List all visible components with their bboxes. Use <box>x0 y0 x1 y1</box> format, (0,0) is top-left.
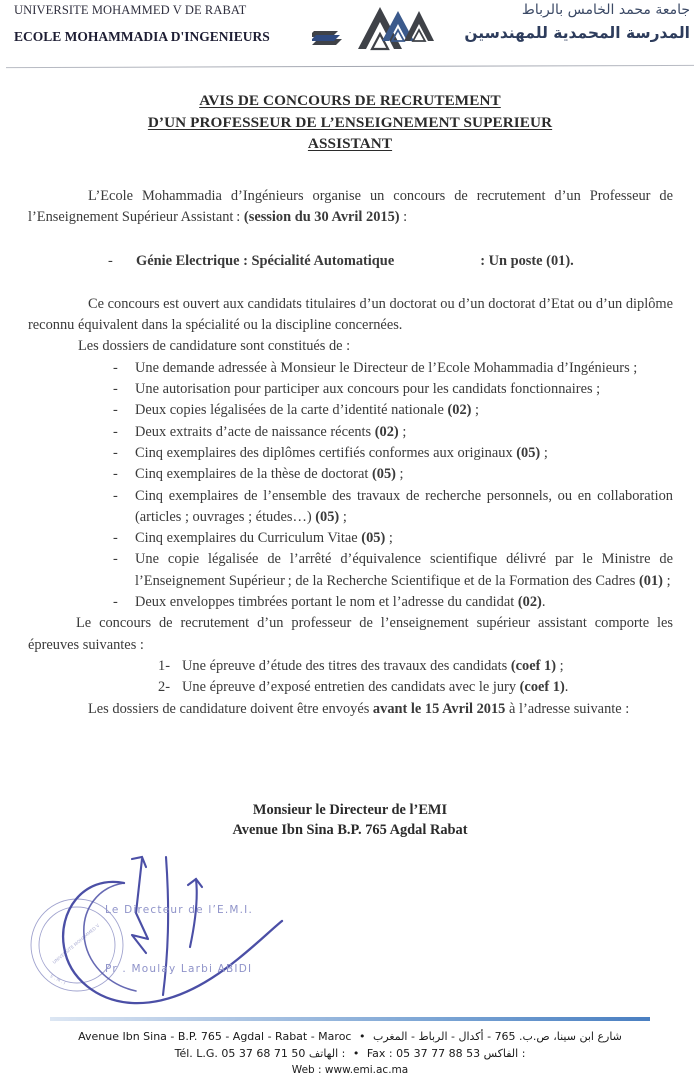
school-name-arabic: المدرسة المحمدية للمهندسين <box>464 24 690 42</box>
dossier-list-item <box>110 592 673 613</box>
emi-triangles-logo <box>312 1 440 59</box>
session-bold: (session du 30 Avril 2015) <box>243 209 400 226</box>
svg-text:UNIVERSITE MOHAMMED V: UNIVERSITE MOHAMMED V <box>52 923 101 966</box>
address-line-2: Avenue Ibn Sina B.P. 765 Agdal Rabat <box>232 822 468 838</box>
footer-sep-1: • <box>358 1030 366 1043</box>
dossier-list-item <box>110 443 673 464</box>
dossier-list-item-count: (05) <box>315 508 340 525</box>
dossier-list <box>28 358 673 614</box>
dossier-list-item <box>110 358 673 379</box>
dossier-list-item-suffix: ; <box>471 402 480 419</box>
title-line-3: ASSISTANT <box>307 135 393 152</box>
dossier-list-item-suffix: ; <box>398 423 407 440</box>
epreuve-list-item-count: (coef 1) <box>519 679 565 696</box>
dossier-list-item-text: Une copie légalisée de l’arrêté d’équivalence scientifique délivré par le Ministre de l’Enseignement Supérieur ; de la Recherche Scientifique et de la Formation des Cadres <box>135 551 673 589</box>
dossier-list-item-text: Deux enveloppes timbrées portant le nom et l’adresse du candidat <box>135 594 518 611</box>
dossier-list-item-count: (05) <box>371 466 396 483</box>
dossier-list-item <box>110 464 673 485</box>
university-name: UNIVERSITE MOHAMMED V DE RABAT <box>14 3 247 17</box>
dossier-list-item-count: (05) <box>361 530 386 547</box>
footer-fax-ar-label: الفاكس : <box>483 1047 526 1060</box>
footer-tel-ar-label: الهاتف : <box>308 1047 346 1060</box>
epreuves-paragraph: Le concours de recrutement d’un professeur de l’enseignement supérieur assistant comporte les épreuves suivantes : <box>28 615 673 653</box>
title-line-1: AVIS DE CONCOURS DE RECRUTEMENT <box>199 92 501 109</box>
dossier-list-item <box>110 528 673 549</box>
dossier-list-item-suffix: ; <box>540 444 548 461</box>
epreuve-list-item <box>158 656 673 677</box>
signature-title: Le Directeur de l’E.M.I. <box>105 904 253 916</box>
header-divider <box>6 65 694 68</box>
footer-tel: Tél. L.G. 05 37 68 71 50 <box>174 1047 306 1060</box>
address-line-1: Monsieur le Directeur de l’EMI <box>252 802 448 818</box>
title-line-2: D’UN PROFESSEUR DE L’ENSEIGNEMENT SUPERIEUR <box>147 113 553 131</box>
epreuves-list <box>28 656 673 699</box>
dossier-list-item-text: Une autorisation pour participer aux concours pour les candidats fonctionnaires ; <box>135 381 601 398</box>
epreuve-list-item-suffix: ; <box>556 657 564 674</box>
dossier-list-item-text: Cinq exemplaires de la thèse de doctorat <box>135 466 372 483</box>
header-french-block <box>14 3 314 45</box>
dossier-list-item <box>110 379 673 400</box>
header-arabic-block <box>464 2 690 42</box>
footer-contact-line <box>0 1045 700 1062</box>
eligibility-paragraph: Ce concours est ouvert aux candidats titulaires d’un doctorat ou d’un doctorat d’Etat ou d’un diplôme reconnu équivalent dans la spécialité ou la discipline concernées. <box>28 295 673 334</box>
dossier-list-item-count: (02) <box>517 594 542 611</box>
dossier-list-item-suffix: ; <box>395 466 404 483</box>
poste-line <box>28 251 673 272</box>
dossier-list-item-text: Une demande adressée à Monsieur le Directeur de l’Ecole Mohammadia d’Ingénieurs ; <box>135 359 638 376</box>
footer-address-fr: Avenue Ibn Sina - B.P. 765 - Agdal - Rabat - Maroc <box>78 1030 352 1043</box>
intro-text-end: : <box>399 209 408 226</box>
epreuve-list-item-count: (coef 1) <box>510 657 557 674</box>
footer-website: Web : www.emi.ac.ma <box>291 1064 409 1076</box>
dossier-list-item-text: Deux copies légalisées de la carte d’identité nationale <box>135 402 448 419</box>
deadline-bold: avant le 15 Avril 2015 <box>372 700 506 717</box>
epreuve-list-item-text: Une épreuve d’étude des titres des travaux des candidats <box>182 657 511 674</box>
poste-dash: - <box>108 252 113 269</box>
deadline-paragraph <box>28 699 673 720</box>
dossier-list-item <box>110 400 673 421</box>
dossier-lead-in: Les dossiers de candidature sont constitués de : <box>78 338 351 355</box>
school-name: ECOLE MOHAMMADIA D'INGENIEURS <box>14 29 270 44</box>
page-title <box>0 90 700 155</box>
dossier-list-item <box>110 486 673 529</box>
poste-count-label: : Un poste (01). <box>480 252 574 269</box>
dossier-list-item-count: (02) <box>374 423 399 440</box>
dossier-list-item-suffix: ; <box>385 530 393 547</box>
deadline-text-a: Les dossiers de candidature doivent être envoyés <box>88 700 373 717</box>
dossier-list-item-count: (02) <box>447 402 472 419</box>
footer-gradient-bar <box>50 1017 650 1021</box>
svg-text:E . M . I: E . M . I <box>49 974 66 987</box>
page-footer <box>0 1017 700 1076</box>
document-body <box>28 186 673 720</box>
dossier-list-item-suffix: ; <box>339 508 347 525</box>
footer-sep-2: • <box>352 1047 360 1060</box>
dossier-list-item-count: (01) <box>639 572 663 589</box>
epreuve-list-item <box>158 677 673 698</box>
dossier-list-item-count: (05) <box>516 444 541 461</box>
footer-fax: Fax : 05 37 77 88 53 <box>366 1047 481 1060</box>
footer-address-ar: شارع ابن سينا، ص.ب. 765 - أكدال - الرباط - المغرب <box>372 1030 622 1043</box>
dossier-list-item <box>110 422 673 443</box>
signature-ink <box>20 835 320 1025</box>
poste-specialty-label: Génie Electrique : Spécialité Automatique <box>136 252 395 269</box>
dossier-list-item-text: Cinq exemplaires du Curriculum Vitae <box>135 530 362 547</box>
epreuve-list-item-suffix: . <box>564 679 569 696</box>
dossier-list-item-text: Deux extraits d’acte de naissance récents <box>135 423 375 440</box>
mailing-address <box>0 800 700 840</box>
page-header <box>0 0 700 62</box>
epreuve-list-item-text: Une épreuve d’exposé entretien des candidats avec le jury <box>182 679 520 696</box>
dossier-list-item-text: Cinq exemplaires de l’ensemble des travaux de recherche personnels, ou en collaboration (articles ; ouvrages ; études…) <box>135 487 673 525</box>
university-name-arabic: جامعة محمد الخامس بالرباط <box>521 2 690 18</box>
signature-block <box>20 835 320 1025</box>
signature-name: Pr . Moulay Larbi ABIDI <box>105 963 253 975</box>
dossier-list-item-suffix: ; <box>662 572 671 589</box>
dossier-list-item-text: Cinq exemplaires des diplômes certifiés conformes aux originaux <box>135 444 517 461</box>
dossier-list-item-suffix: . <box>541 594 546 611</box>
dossier-list-item <box>110 549 673 592</box>
deadline-text-b: à l’adresse suivante : <box>505 700 630 717</box>
intro-paragraph <box>28 186 673 229</box>
footer-address-line <box>0 1028 700 1045</box>
intro-text-a: L’Ecole Mohammadia d’Ingénieurs organise un concours de recrutement d’un Professeur de l’Enseignement Supérieur Assistant : <box>28 188 673 226</box>
